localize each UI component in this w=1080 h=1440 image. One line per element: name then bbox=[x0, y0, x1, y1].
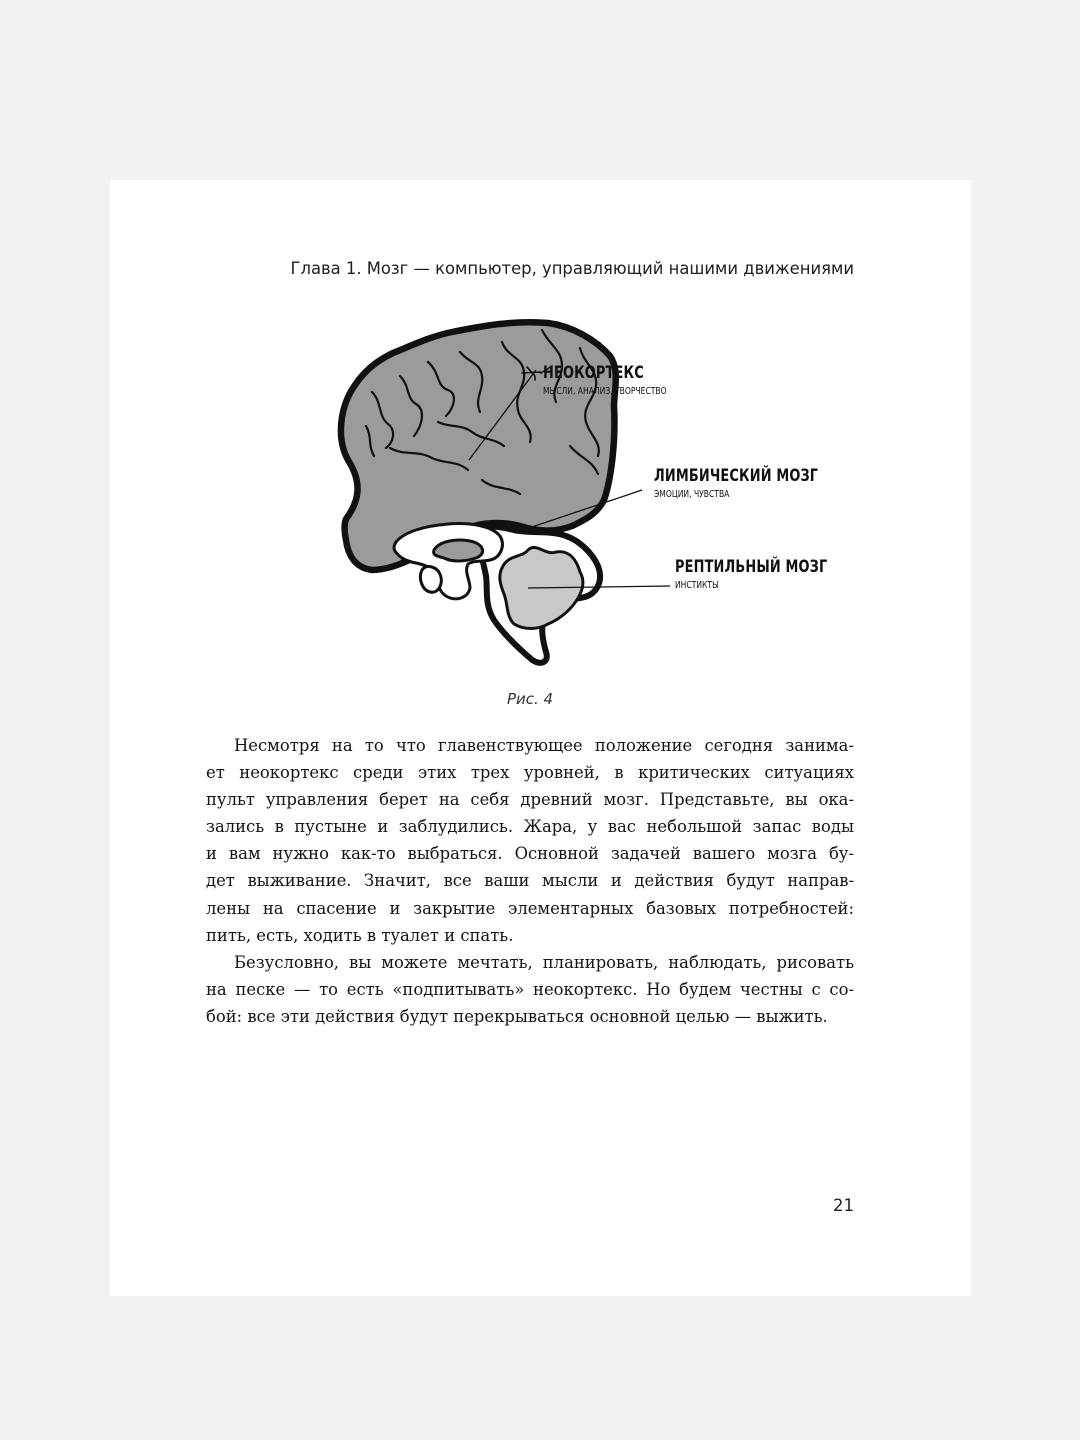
book-page bbox=[110, 180, 971, 1296]
text-line: пульт управления берет на себя древний мозг. Представьте, вы ока- bbox=[206, 790, 854, 810]
text-line: на песке — то есть «подпитывать» неокортекс. Но будем честны с со- bbox=[206, 979, 854, 999]
neocortex-title: НЕОКОРТЕКС bbox=[543, 363, 644, 383]
paragraph bbox=[206, 732, 854, 949]
reptilian-title: РЕПТИЛЬНЫЙ МОЗГ bbox=[675, 557, 828, 577]
text-line: лены на спасение и закрытие элементарных базовых потребностей: bbox=[206, 898, 854, 918]
text-line: зались в пустыне и заблудились. Жара, у вас небольшой запас воды bbox=[206, 817, 854, 837]
limbic-title: ЛИМБИЧЕСКИЙ МОЗГ bbox=[654, 466, 819, 486]
body-text bbox=[206, 732, 854, 1030]
text-line: Безусловно, вы можете мечтать, планировать, наблюдать, рисовать bbox=[234, 952, 854, 972]
limbic-subtitle: ЭМОЦИИ, ЧУВСТВА bbox=[654, 489, 730, 500]
running-head: Глава 1. Мозг — компьютер, управляющий нашими движениями bbox=[290, 259, 854, 278]
page-number: 21 bbox=[833, 1196, 854, 1215]
figure-caption: Рис. 4 bbox=[506, 690, 554, 708]
text-line: и вам нужно как-то выбраться. Основной задачей вашего мозга бу- bbox=[206, 844, 854, 864]
paragraph bbox=[206, 949, 854, 1030]
neocortex-label bbox=[543, 363, 698, 397]
reptilian-subtitle: ИНСТИКТЫ bbox=[675, 580, 719, 591]
limbic-hippocampus bbox=[420, 567, 441, 593]
text-line: ет неокортекс среди этих трех уровней, в критических ситуациях bbox=[206, 763, 854, 783]
brain-figure bbox=[110, 180, 971, 720]
text-line: дет выживание. Значит, все ваши мысли и действия будут направ- bbox=[206, 871, 854, 891]
reptilian-label bbox=[675, 557, 875, 591]
text-line: Несмотря на то что главенствующее положение сегодня занима- bbox=[234, 736, 854, 755]
limbic-label bbox=[654, 466, 870, 500]
text-line: бой: все эти действия будут перекрываться основной целью — выжить. bbox=[206, 1006, 828, 1026]
brain-illustration bbox=[110, 180, 971, 720]
neocortex-subtitle: МЫСЛИ, АНАЛИЗ, ТВОРЧЕСТВО bbox=[543, 386, 667, 397]
text-line: пить, есть, ходить в туалет и спать. bbox=[206, 925, 514, 945]
limbic-inner-loop bbox=[434, 540, 483, 561]
